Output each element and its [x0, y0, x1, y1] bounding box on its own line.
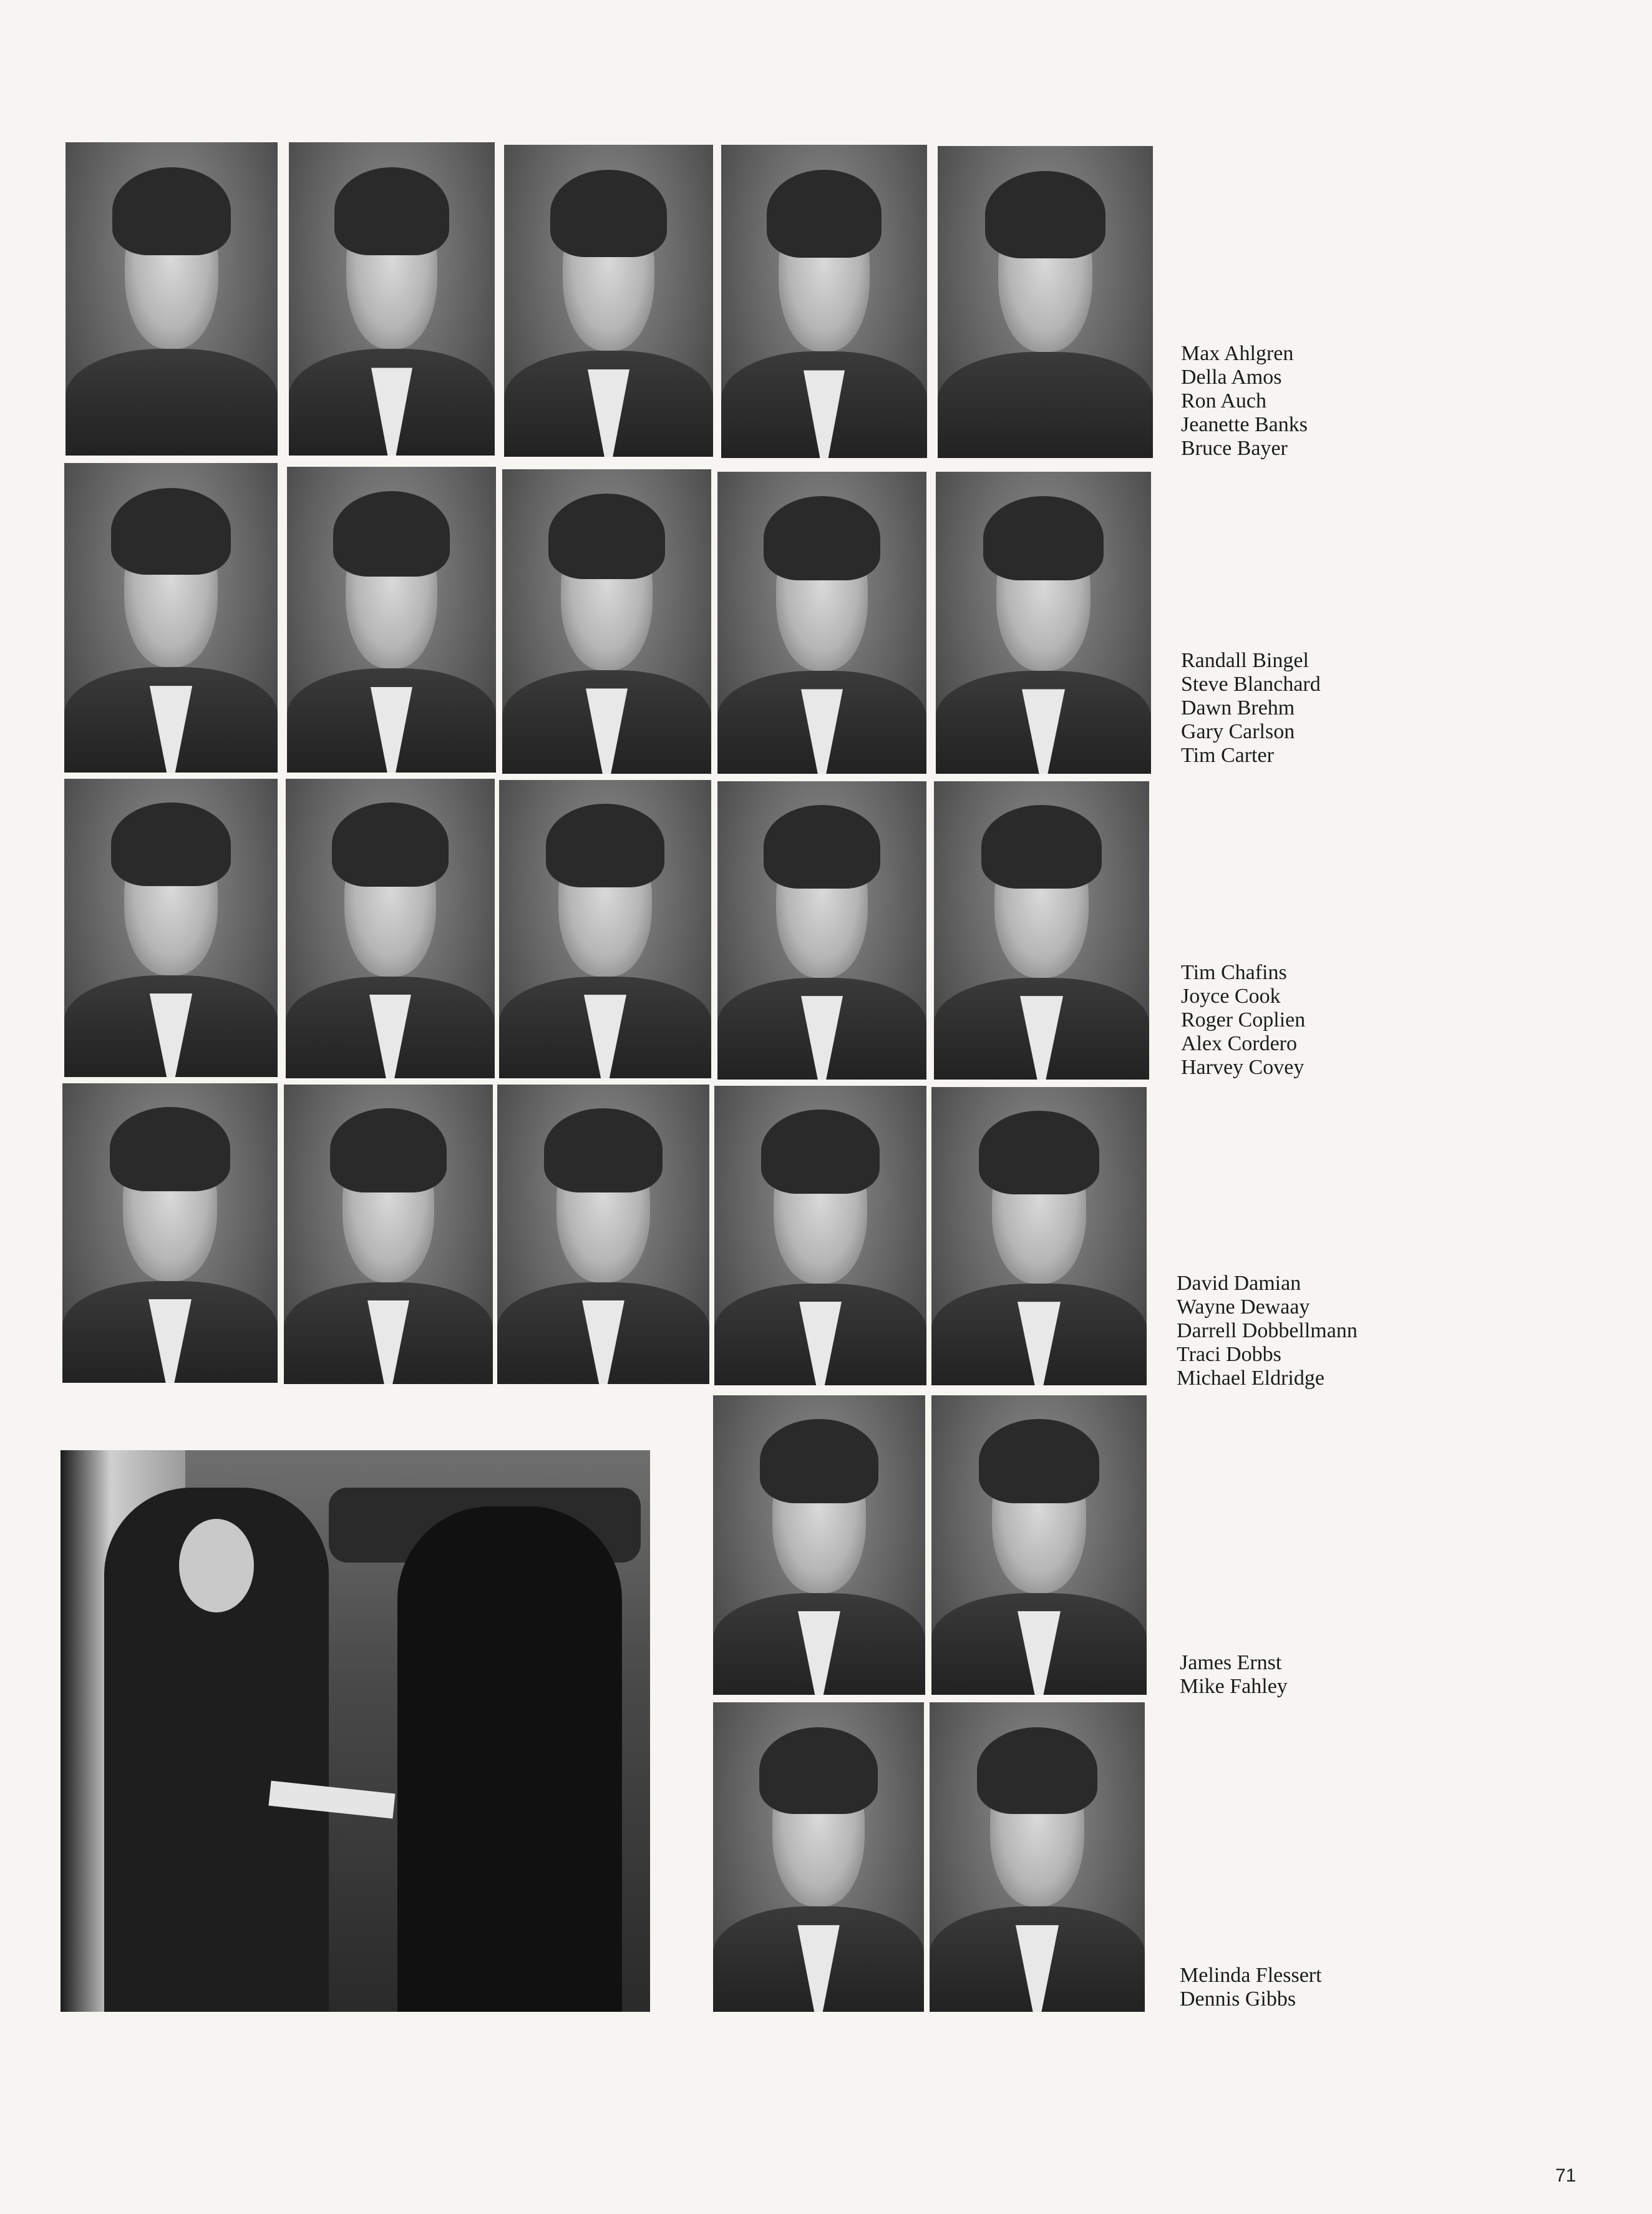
portrait-dawn-brehm [502, 469, 711, 774]
portrait-jeanette-banks [721, 145, 927, 458]
portrait-alex-cordero [717, 781, 926, 1080]
student-name: Traci Dobbs [1177, 1343, 1281, 1366]
portrait-gary-carlson [717, 472, 926, 774]
portrait-max-ahlgren [66, 142, 278, 456]
portrait-randall-bingel [64, 463, 278, 773]
student-name: Harvey Covey [1181, 1056, 1305, 1079]
student-name: Alex Cordero [1181, 1032, 1298, 1055]
page-number: 71 [1555, 2165, 1577, 2186]
name-list-row-4 [1177, 1272, 1358, 1390]
portrait-wayne-dewaay [284, 1085, 493, 1384]
student-name: Mike Fahley [1180, 1675, 1288, 1698]
student-name: Dawn Brehm [1181, 696, 1295, 719]
portrait-james-ernst [713, 1395, 925, 1695]
portrait-steve-blanchard [287, 467, 496, 773]
portrait-harvey-covey [934, 781, 1149, 1080]
student-name: Tim Carter [1181, 744, 1274, 767]
name-list-row-6 [1180, 1964, 1322, 2011]
student-name: Della Amos [1181, 366, 1282, 389]
student-name: Melinda Flessert [1180, 1964, 1322, 1987]
name-list-row-3 [1181, 961, 1305, 1080]
portrait-ron-auch [504, 145, 713, 457]
portrait-dennis-gibbs [930, 1702, 1145, 2012]
portrait-traci-dobbs [714, 1086, 926, 1385]
student-name: David Damian [1177, 1272, 1301, 1295]
student-name: Michael Eldridge [1177, 1367, 1324, 1390]
name-list-row-2 [1181, 649, 1321, 768]
name-list-row-1 [1181, 342, 1308, 461]
student-name: Joyce Cook [1181, 985, 1281, 1008]
portrait-mike-fahley [931, 1395, 1147, 1695]
student-name: Tim Chafins [1181, 961, 1287, 984]
portrait-della-amos [289, 142, 495, 456]
portrait-tim-chafins [64, 779, 278, 1077]
student-name: Ron Auch [1181, 389, 1266, 412]
portrait-tim-carter [936, 472, 1151, 774]
portrait-michael-eldridge [931, 1087, 1147, 1385]
portrait-roger-coplien [499, 780, 711, 1078]
portrait-melinda-flessert [713, 1702, 924, 2012]
student-name: Wayne Dewaay [1177, 1295, 1310, 1319]
student-name: Max Ahlgren [1181, 342, 1294, 365]
student-name: Randall Bingel [1181, 649, 1309, 672]
student-name: Gary Carlson [1181, 720, 1295, 743]
student-name: Darrell Dobbellmann [1177, 1319, 1358, 1342]
candid-photo [61, 1450, 650, 2012]
student-name: Bruce Bayer [1181, 437, 1288, 460]
student-name: Roger Coplien [1181, 1008, 1306, 1031]
portrait-darrell-dobbellmann [497, 1085, 709, 1384]
student-name: Steve Blanchard [1181, 673, 1321, 696]
student-name: Dennis Gibbs [1180, 1987, 1296, 2011]
portrait-joyce-cook [286, 779, 495, 1078]
portrait-david-damian [62, 1083, 278, 1383]
portrait-bruce-bayer [938, 146, 1153, 458]
name-list-row-5 [1180, 1651, 1288, 1699]
student-name: James Ernst [1180, 1651, 1282, 1674]
student-name: Jeanette Banks [1181, 413, 1308, 436]
